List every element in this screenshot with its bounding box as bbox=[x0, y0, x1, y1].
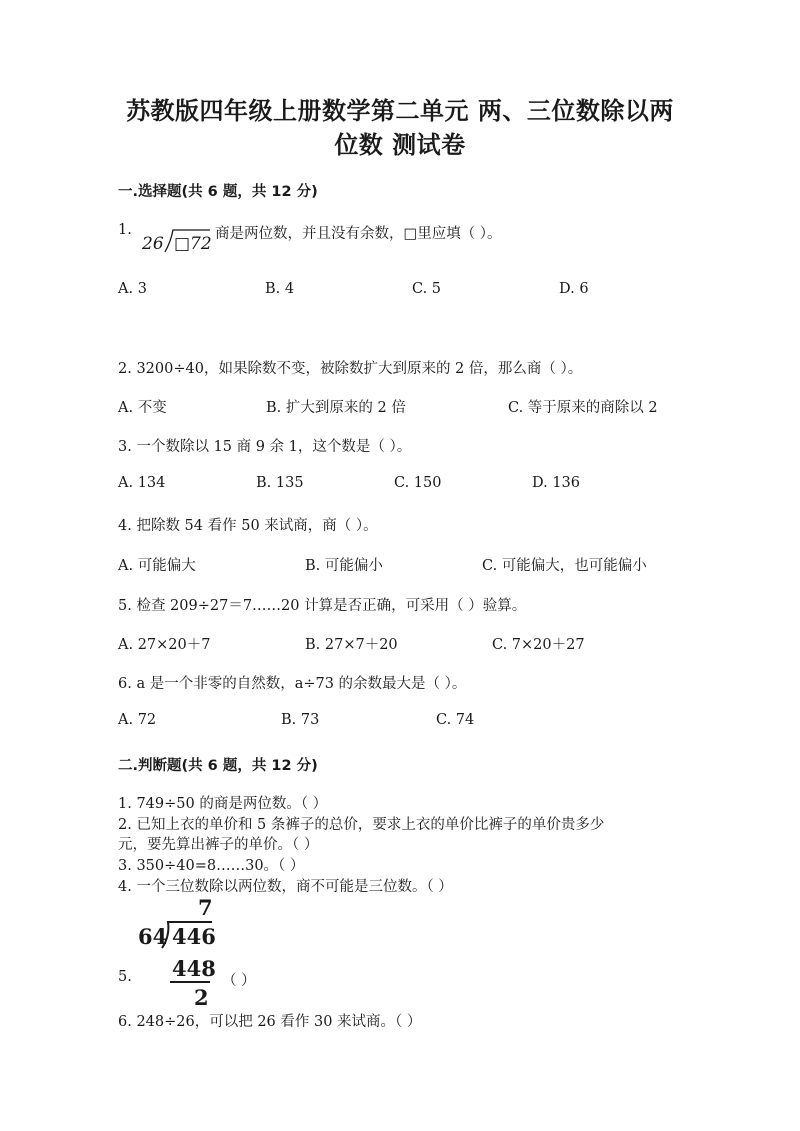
q2-option-b: B. 扩大到原来的 2 倍 bbox=[266, 400, 406, 416]
q6-option-b: B. 73 bbox=[281, 712, 320, 728]
q6-text: 6. a 是一个非零的自然数，a÷73 的余数最大是（ ）。 bbox=[118, 676, 467, 692]
q5-option-b: B. 27×7＋20 bbox=[305, 637, 398, 653]
section-1-heading: 一.选择题(共 6 题，共 12 分) bbox=[118, 184, 318, 200]
q1-divisor: 26 bbox=[142, 234, 164, 254]
judge-q2-line-2: 元，要先算出裤子的单价。（ ） bbox=[118, 837, 319, 853]
q1-option-d: D. 6 bbox=[559, 281, 589, 297]
judge-q5-divisor: 64 bbox=[138, 924, 168, 949]
q1-text: 商是两位数，并且没有余数，□里应填（ ）。 bbox=[215, 226, 502, 242]
q3-option-b: B. 135 bbox=[256, 475, 304, 491]
q4-option-b: B. 可能偏小 bbox=[305, 558, 383, 574]
q3-option-d: D. 136 bbox=[532, 475, 581, 491]
q1-long-division-figure bbox=[140, 226, 216, 256]
q5-text: 5. 检查 209÷27＝7……20 计算是否正确，可采用（ ）验算。 bbox=[118, 598, 527, 614]
q3-option-a: A. 134 bbox=[118, 475, 166, 491]
q4-option-a: A. 可能偏大 bbox=[118, 558, 196, 574]
q2-text: 2. 3200÷40，如果除数不变，被除数扩大到原来的 2 倍，那么商（ ）。 bbox=[118, 361, 583, 377]
judge-q1-text: 1. 749÷50 的商是两位数。（ ） bbox=[118, 796, 328, 812]
judge-q5-quotient: 7 bbox=[198, 895, 213, 920]
q3-text: 3. 一个数除以 15 商 9 余 1，这个数是（ ）。 bbox=[118, 439, 412, 455]
q2-option-a: A. 不变 bbox=[118, 400, 167, 416]
q5-option-c: C. 7×20＋27 bbox=[492, 637, 585, 653]
q1-option-c: C. 5 bbox=[412, 281, 442, 297]
judge-q5-remainder: 2 bbox=[194, 985, 209, 1010]
judge-q5-answer-blank: （ ） bbox=[222, 973, 256, 989]
title-line-1: 苏教版四年级上册数学第二单元 两、三位数除以两 bbox=[126, 97, 674, 125]
judge-q5-product: 448 bbox=[172, 956, 216, 981]
judge-q6-text: 6. 248÷26，可以把 26 看作 30 来试商。（ ） bbox=[118, 1014, 422, 1030]
judge-q4-text: 4. 一个三位数除以两位数，商不可能是三位数。（ ） bbox=[118, 879, 453, 895]
q6-option-a: A. 72 bbox=[118, 712, 157, 728]
q2-option-c: C. 等于原来的商除以 2 bbox=[508, 400, 658, 416]
q4-option-c: C. 可能偏大，也可能偏小 bbox=[482, 558, 647, 574]
q1-option-b: B. 4 bbox=[265, 281, 295, 297]
judge-q3-text: 3. 350÷40=8……30。（ ） bbox=[118, 858, 305, 874]
q1-dividend: □72 bbox=[174, 234, 212, 254]
page-title bbox=[100, 94, 700, 162]
section-2-heading: 二.判断题(共 6 题，共 12 分) bbox=[118, 758, 318, 774]
judge-q5-dividend: 446 bbox=[172, 924, 216, 949]
judge-q2-line-1: 2. 已知上衣的单价和 5 条裤子的总价，要求上衣的单价比裤子的单价贵多少 bbox=[118, 817, 605, 833]
judge-q5-long-division-figure bbox=[136, 894, 218, 1012]
q4-text: 4. 把除数 54 看作 50 来试商，商（ ）。 bbox=[118, 518, 378, 534]
q1-option-a: A. 3 bbox=[118, 281, 147, 297]
title-line-2: 位数 测试卷 bbox=[334, 131, 466, 159]
q1-number: 1. bbox=[118, 222, 132, 238]
q3-option-c: C. 150 bbox=[394, 475, 442, 491]
q5-option-a: A. 27×20＋7 bbox=[118, 637, 211, 653]
q6-option-c: C. 74 bbox=[436, 712, 475, 728]
judge-q5-number: 5. bbox=[118, 969, 132, 985]
